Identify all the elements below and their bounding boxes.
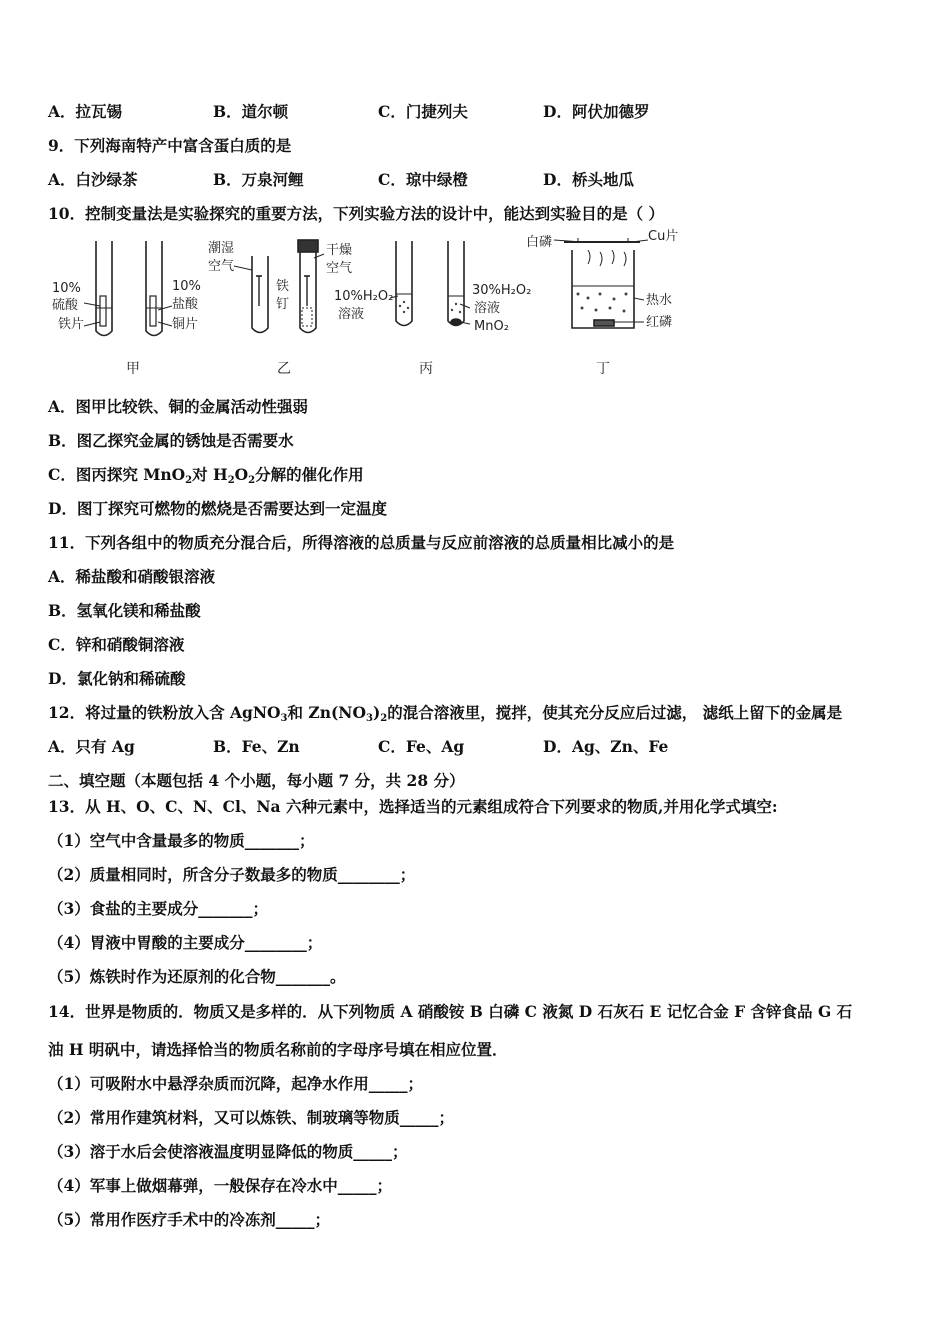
q12-stem-text-4: 的混合溶液里，搅拌，使其充分反应后过滤， 滤纸上留下的金属是 xyxy=(387,703,843,722)
ding-label-1: 白磷 xyxy=(526,235,553,250)
ding-label-2: Cu片 xyxy=(648,229,679,244)
bing-label-2: 溶液 xyxy=(338,307,365,322)
q12-option-c: C．Fe、Ag xyxy=(378,737,465,756)
yi-label-1: 潮湿 xyxy=(208,241,235,256)
q10-c-text-1: C．图丙探究 MnO xyxy=(48,465,186,484)
q14-item-2: （2）常用作建筑材料，又可以炼铁、制玻璃等物质_____； xyxy=(48,1108,455,1127)
q14-stem-line-2: 油 H 明矾中，请选择恰当的物质名称前的字母序号填在相应位置． xyxy=(48,1040,508,1059)
jia-tube-left xyxy=(96,241,112,336)
q12-stem xyxy=(48,703,842,729)
q14-item-1: （1）可吸附水中悬浮杂质而沉降，起净水作用_____； xyxy=(48,1074,424,1093)
ding-label-3: 热水 xyxy=(646,293,673,308)
q8-option-a: A．拉瓦锡 xyxy=(48,102,123,121)
yi-label-3: 铁 xyxy=(276,279,290,294)
bing-label-1: 10%H₂O₂ xyxy=(334,289,394,304)
q10-c-text-4: 分解的催化作用 xyxy=(255,465,364,484)
q14-stem-line-1: 14．世界是物质的．物质又是多样的．从下列物质 A 硝酸铵 B 白磷 C 液氮 D 石灰石 E 记忆合金 F 含锌食品 G 石 xyxy=(48,1002,853,1021)
q10-c-text-3: O xyxy=(234,465,249,484)
q11-option-c: C．锌和硝酸铜溶液 xyxy=(48,635,185,654)
ding-label-4: 红磷 xyxy=(646,315,673,330)
yi-caption: 乙 xyxy=(277,361,291,377)
yi-tube-right xyxy=(300,252,316,333)
yi-label-4: 钉 xyxy=(276,297,290,312)
q9-option-a: A．白沙绿茶 xyxy=(48,170,138,189)
q12-stem-sub-2: 3 xyxy=(365,713,373,724)
q13-item-2: （2）质量相同时，所含分子数最多的物质________； xyxy=(48,865,416,884)
q8-options xyxy=(48,102,908,122)
section-2-heading: 二、填空题（本题包括 4 个小题，每小题 7 分，共 28 分） xyxy=(48,771,465,790)
jia-label-right-2: 盐酸 xyxy=(172,297,199,312)
q14-item-5: （5）常用作医疗手术中的冷冻剂_____； xyxy=(48,1210,331,1229)
jia-iron-strip xyxy=(100,296,106,326)
jia-label-left-1: 10% xyxy=(52,281,81,296)
q10-stem: 10．控制变量法是实验探究的重要方法，下列实验方法的设计中，能达到实验目的是（ ） xyxy=(48,204,664,223)
jia-caption: 甲 xyxy=(126,361,140,377)
q11-stem: 11．下列各组中的物质充分混合后，所得溶液的总质量与反应前溶液的总质量相比减小的是 xyxy=(48,533,675,552)
q12-stem-text-3: ) xyxy=(372,703,381,722)
q10-option-b: B．图乙探究金属的锈蚀是否需要水 xyxy=(48,431,294,450)
q12-options xyxy=(48,737,908,757)
q14-item-4: （4）军事上做烟幕弹，一般保存在冷水中_____； xyxy=(48,1176,393,1195)
q9-option-b: B．万泉河鲤 xyxy=(213,170,304,189)
q12-stem-text-2: 和 Zn(NO xyxy=(287,703,366,722)
jia-copper-strip xyxy=(150,296,156,326)
jia-label-right-3: 铜片 xyxy=(172,317,199,332)
q9-option-c: C．琼中绿橙 xyxy=(378,170,468,189)
q9-stem: 9．下列海南特产中富含蛋白质的是 xyxy=(48,136,292,155)
bing-caption: 丙 xyxy=(419,361,433,377)
q14-item-3: （3）溶于水后会使溶液温度明显降低的物质_____； xyxy=(48,1142,408,1161)
jia-label-right-1: 10% xyxy=(172,279,201,294)
q13-item-3: （3）食盐的主要成分_______； xyxy=(48,899,269,918)
q10-c-sub-2: 2 xyxy=(227,475,235,486)
q10-option-d: D．图丁探究可燃物的燃烧是否需要达到一定温度 xyxy=(48,499,387,518)
experiment-diagrams xyxy=(48,236,688,386)
yi-desiccant xyxy=(302,308,312,326)
q11-option-d: D．氯化钠和稀硫酸 xyxy=(48,669,186,688)
bing-mno2 xyxy=(451,319,461,325)
bing-label-3: 30%H₂O₂ xyxy=(472,283,532,298)
q13-item-5: （5）炼铁时作为还原剂的化合物_______。 xyxy=(48,967,346,986)
q12-stem-text-1: 12．将过量的铁粉放入含 AgNO xyxy=(48,703,281,722)
q11-option-b: B．氢氧化镁和稀盐酸 xyxy=(48,601,201,620)
q10-option-c xyxy=(48,465,364,491)
q12-option-b: B．Fe、Zn xyxy=(213,737,300,756)
q12-option-d: D．Ag、Zn、Fe xyxy=(543,737,669,756)
q8-option-d: D．阿伏加德罗 xyxy=(543,102,650,121)
q10-experiment-figure xyxy=(48,229,688,386)
yi-label-2: 空气 xyxy=(208,259,235,274)
ding-red-phosphorus xyxy=(594,320,614,326)
q10-option-a: A．图甲比较铁、铜的金属活动性强弱 xyxy=(48,397,309,416)
q9-option-d: D．桥头地瓜 xyxy=(543,170,634,189)
bing-label-4: 溶液 xyxy=(474,301,501,316)
bing-label-5: MnO₂ xyxy=(474,319,509,334)
q8-option-c: C．门捷列夫 xyxy=(378,102,468,121)
q12-stem-sub-3: 2 xyxy=(380,713,388,724)
q11-option-a: A．稀盐酸和硝酸银溶液 xyxy=(48,567,216,586)
yi-label-5: 干燥 xyxy=(326,243,353,258)
q8-option-b: B．道尔顿 xyxy=(213,102,289,121)
jia-label-left-2: 硫酸 xyxy=(52,298,79,313)
q13-stem: 13．从 H、O、C、N、Cl、Na 六种元素中，选择适当的元素组成符合下列要求的物质,并用化学式填空: xyxy=(48,797,778,816)
ding-caption: 丁 xyxy=(596,361,610,377)
jia-label-left-3: 铁片 xyxy=(58,317,85,332)
q10-c-sub-1: 2 xyxy=(185,475,193,486)
ding-beaker xyxy=(572,250,634,328)
yi-tube-left xyxy=(252,256,268,333)
q10-c-text-2: 对 H xyxy=(192,465,228,484)
q12-stem-sub-1: 3 xyxy=(280,713,288,724)
q13-item-1: （1）空气中含量最多的物质_______； xyxy=(48,831,315,850)
q12-option-a: A．只有 Ag xyxy=(48,737,135,756)
q10-c-sub-3: 2 xyxy=(248,475,256,486)
yi-label-6: 空气 xyxy=(326,261,353,276)
jia-tube-right xyxy=(146,241,162,336)
bing-tube-right xyxy=(448,241,464,326)
yi-stopper xyxy=(298,240,318,252)
q13-item-4: （4）胃液中胃酸的主要成分________； xyxy=(48,933,323,952)
q9-options xyxy=(48,170,908,190)
